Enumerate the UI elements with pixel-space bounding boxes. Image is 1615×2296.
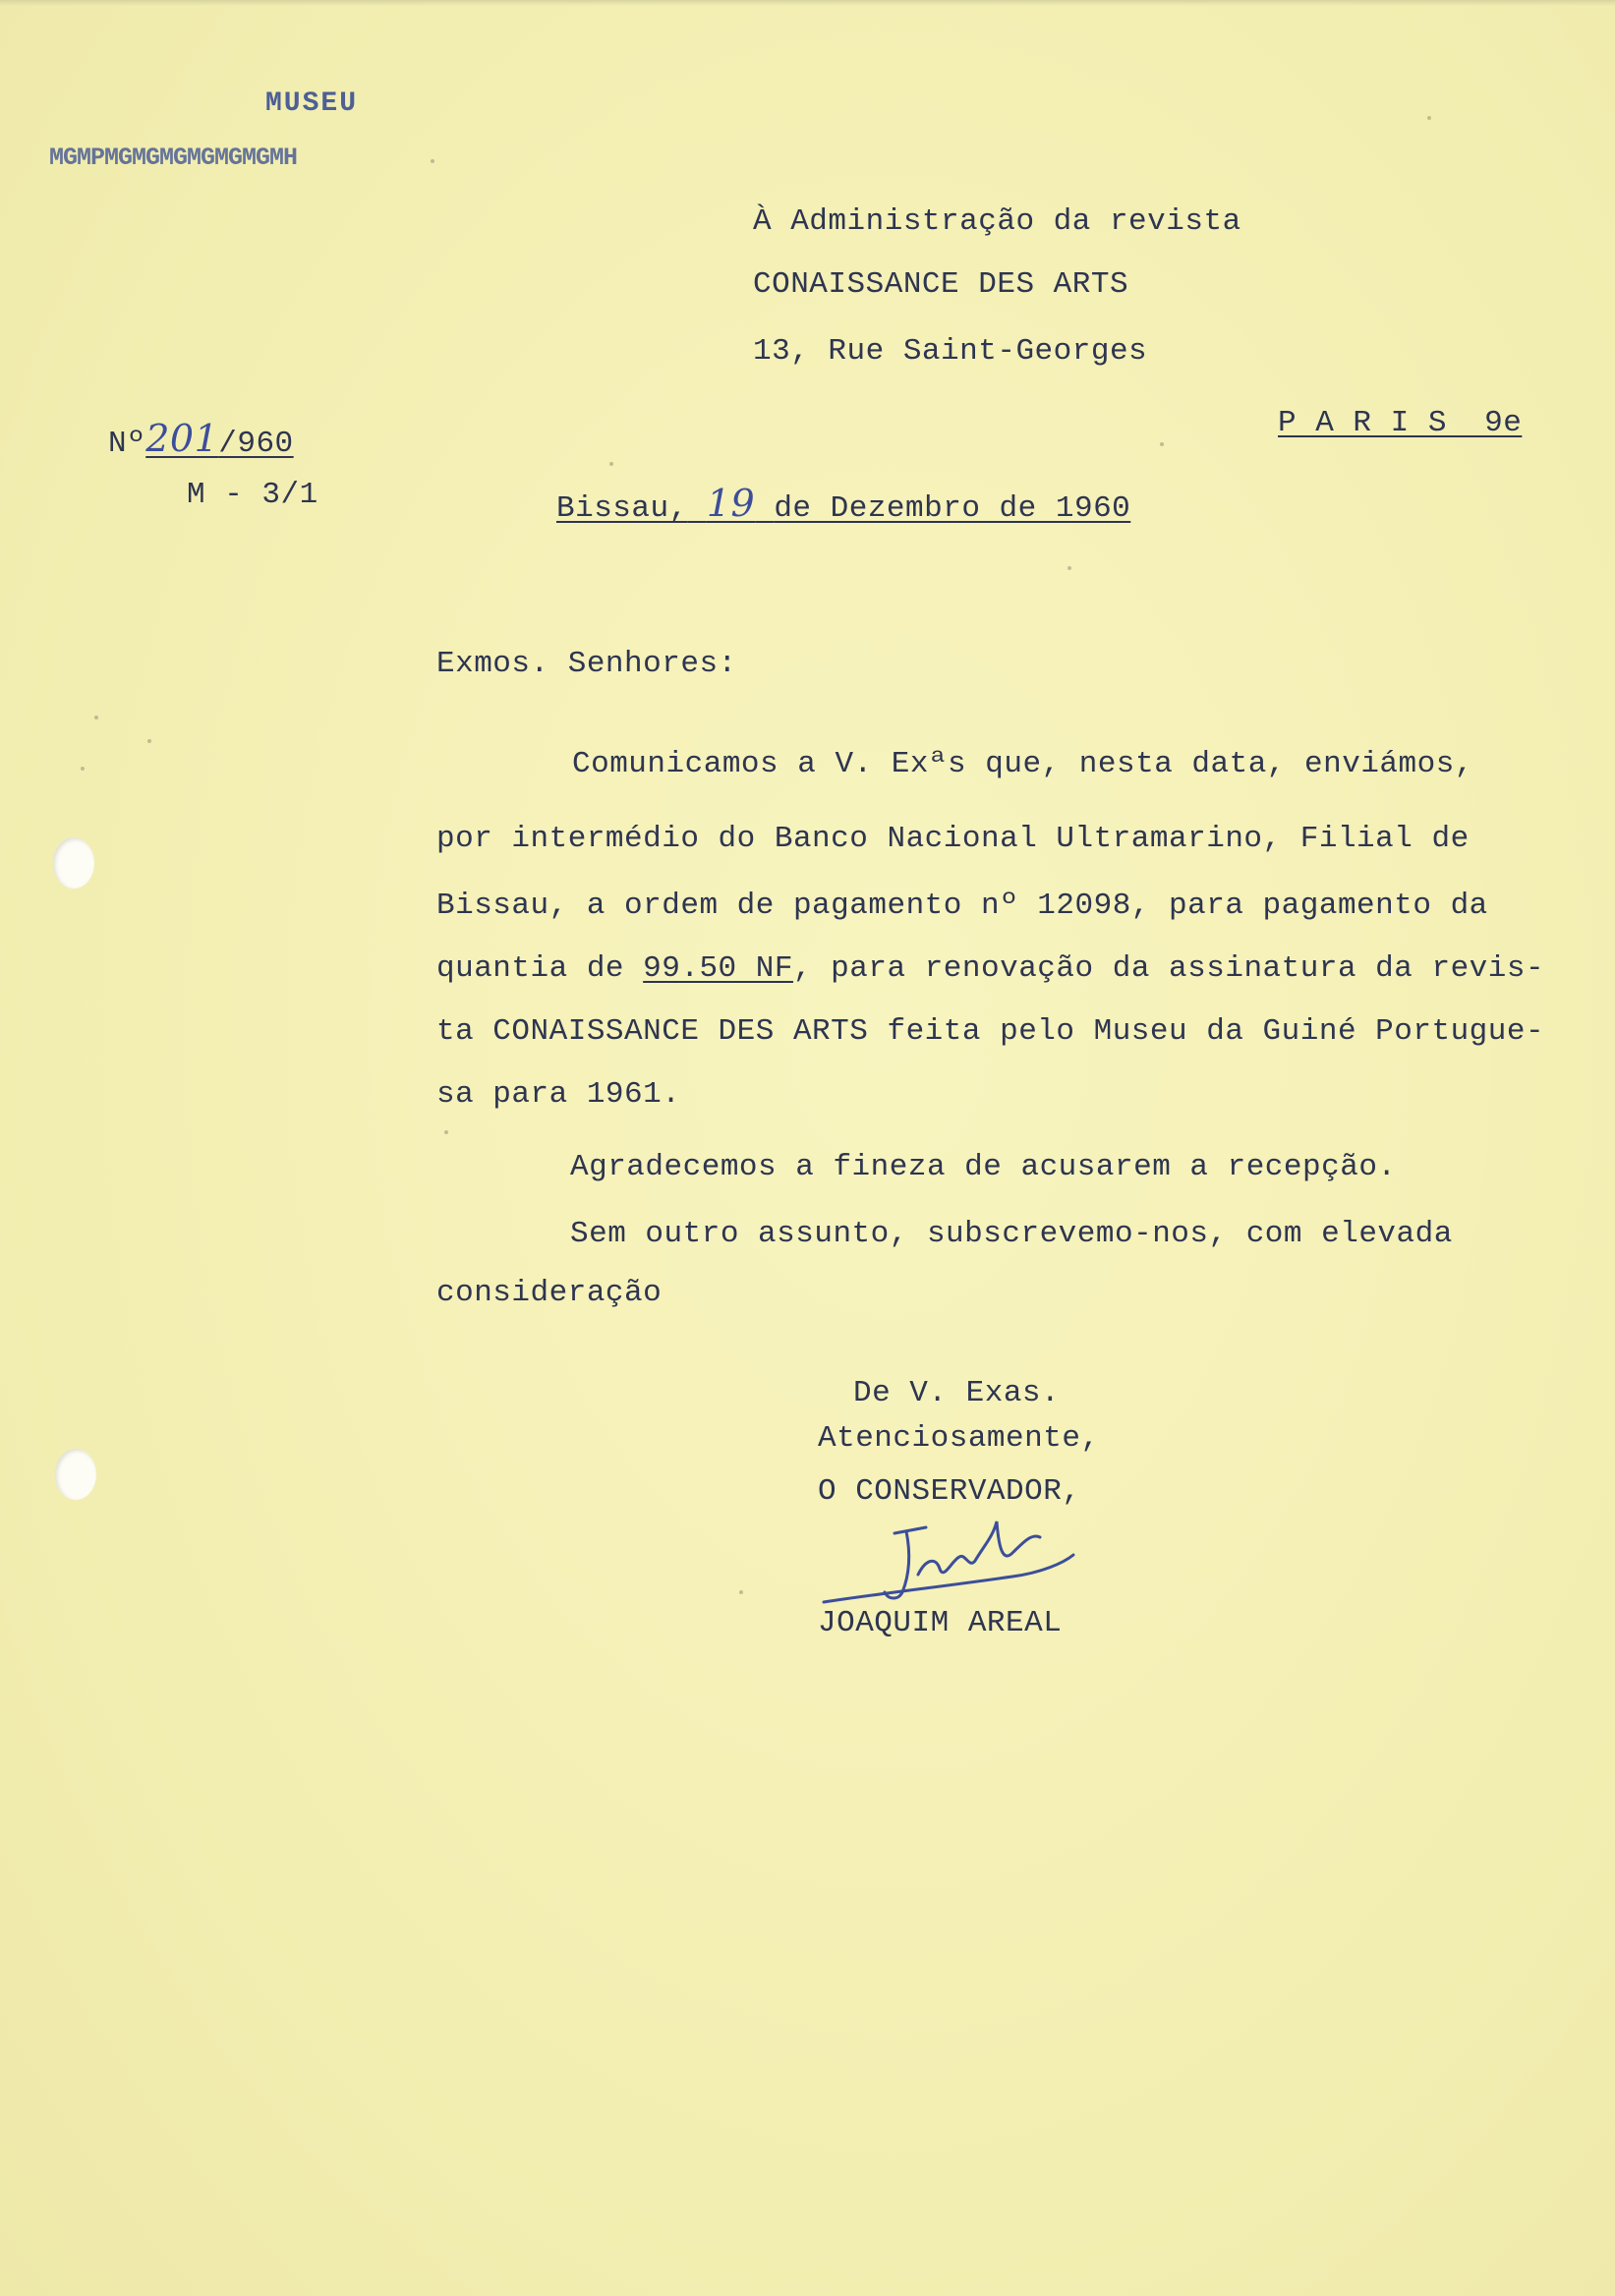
paragraph-2: Agradecemos a fineza de acusarem a recepção. <box>570 1150 1397 1184</box>
payment-amount: 99.50 NF <box>643 951 793 986</box>
punch-hole-top <box>53 837 94 889</box>
paper-speck <box>609 462 613 466</box>
recipient-line-2: CONAISSANCE DES ARTS <box>753 267 1129 302</box>
paper-speck <box>1160 442 1164 446</box>
closing-line-1: De V. Exas. <box>853 1376 1061 1410</box>
paper-speck <box>94 716 98 719</box>
recipient-line-3: 13, Rue Saint-Georges <box>753 334 1148 369</box>
museum-stamp-title: MUSEU <box>265 88 359 119</box>
dateline <box>556 482 1131 527</box>
paper-speck <box>431 159 434 163</box>
museum-stamp-pattern: MGMPMGMGMGMGMGMGMH <box>49 144 298 172</box>
paragraph-1-line-4 <box>436 951 1544 987</box>
paper-speck <box>739 1590 743 1594</box>
dateline-rest: de Dezembro de 1960 <box>774 491 1131 526</box>
reference-number <box>108 417 294 462</box>
recipient-line-1: À Administração da revista <box>753 204 1241 239</box>
paper-speck <box>1427 116 1431 120</box>
paragraph-1-line-5: ta CONAISSANCE DES ARTS feita pelo Museu da Guiné Portugue- <box>436 1014 1545 1049</box>
reference-number-year: /960 <box>218 427 294 461</box>
punch-hole-bottom <box>55 1449 96 1500</box>
handwritten-signature <box>816 1504 1081 1622</box>
closing-line-2: Atenciosamente, <box>818 1421 1100 1456</box>
paragraph-1-line-4-start: quantia de <box>436 951 625 986</box>
dateline-place: Bissau, <box>556 491 688 526</box>
closing-line-3: O CONSERVADOR, <box>818 1474 1081 1509</box>
signatory-name: JOAQUIM AREAL <box>818 1606 1063 1640</box>
paragraph-3-line-1: Sem outro assunto, subscrevemo-nos, com elevada <box>570 1217 1453 1251</box>
recipient-city: P A R I S 9e <box>1278 406 1523 440</box>
paper-speck <box>444 1130 448 1134</box>
paragraph-1-line-6: sa para 1961. <box>436 1077 681 1112</box>
paper-speck <box>81 767 85 771</box>
paragraph-1-line-4-end: , para renovação da assinatura da revis- <box>792 951 1545 986</box>
paper-speck <box>147 739 151 743</box>
reference-number-handwritten: 201 <box>145 417 219 460</box>
paragraph-1-line-1: Comunicamos a V. Exªs que, nesta data, enviámos, <box>572 747 1473 781</box>
reference-number-prefix: Nº <box>108 427 146 461</box>
dateline-day-handwritten: 19 <box>706 482 756 525</box>
paragraph-3-line-2: consideração <box>436 1276 663 1310</box>
paragraph-1-line-3: Bissau, a ordem de pagamento nº 12098, para pagamento da <box>436 889 1488 923</box>
reference-code: M - 3/1 <box>187 478 318 512</box>
paper-speck <box>1067 566 1071 570</box>
paragraph-1-line-2: por intermédio do Banco Nacional Ultramarino, Filial de <box>436 822 1470 856</box>
salutation: Exmos. Senhores: <box>436 647 737 681</box>
paper-top-edge <box>0 0 1615 6</box>
